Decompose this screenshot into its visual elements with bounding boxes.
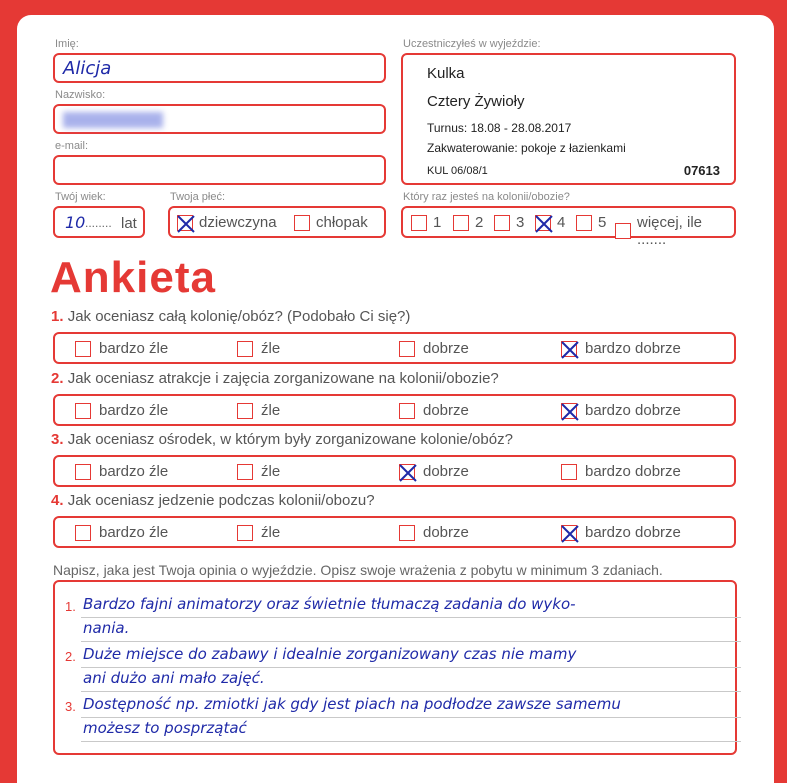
opinion-number: 3. [65,699,76,714]
rating-option[interactable] [399,340,469,357]
question-label: Jak oceniasz ośrodek, w którym były zorganizowane kolonie/obóz? [67,431,513,448]
question-2-options [53,394,736,426]
rating-label: bardzo dobrze [585,524,681,541]
question-label: Jak oceniasz atrakcje i zajęcia zorganizowane na kolonii/obozie? [67,370,499,387]
question-number: 3. [51,431,64,448]
age-unit: lat [121,215,137,232]
question-number: 2. [51,370,64,387]
rating-option[interactable] [561,340,681,357]
email-label: e-mail: [55,140,89,152]
rating-checkbox[interactable] [561,403,577,419]
question-number: 1. [51,308,64,325]
trip-subtitle: Cztery Żywioły [427,93,525,110]
rating-option[interactable] [75,340,168,357]
rating-checkbox[interactable] [75,403,91,419]
question-1-text [51,308,410,325]
opinion-prompt: Napisz, jaka jest Twoja opinia o wyjeździe. Opisz swoje wrażenia z pobytu w minimum 3 zdaniach. [53,562,663,578]
opinion-text-line: Bardzo fajni animatorzy oraz świetnie tłumaczą zadania do wyko- [83,595,576,613]
rating-label: źle [261,463,281,480]
rating-label: dobrze [423,402,469,419]
gender-label-girl: dziewczyna [199,214,277,231]
trip-accommodation: Zakwaterowanie: pokoje z łazienkami [427,141,626,155]
trip-turnus: Turnus: 18.08 - 28.08.2017 [427,121,572,135]
rating-option[interactable] [561,402,681,419]
rating-label: dobrze [423,524,469,541]
question-label: Jak oceniasz całą kolonię/obóz? (Podobało Ci się?) [67,308,411,325]
rating-label: bardzo źle [99,402,169,419]
survey-sheet [17,15,774,783]
rating-label: bardzo źle [99,524,169,541]
times-option-2[interactable]: 2 [453,214,483,231]
rating-option[interactable] [237,463,280,480]
rating-checkbox[interactable] [399,341,415,357]
rating-checkbox[interactable] [399,525,415,541]
ruled-line [81,717,741,718]
question-4-options [53,516,736,548]
rating-label: dobrze [423,463,469,480]
rating-checkbox[interactable] [561,464,577,480]
rating-option[interactable] [399,402,469,419]
survey-title: Ankieta [50,253,216,302]
check-x-icon [534,214,554,234]
rating-option[interactable] [561,524,681,541]
name-value: Alicja [63,58,112,79]
rating-label: bardzo dobrze [585,402,681,419]
check-x-icon [560,524,580,544]
rating-option[interactable] [399,524,469,541]
gender-checkbox-girl[interactable] [177,215,193,231]
question-1-options [53,332,736,364]
rating-option[interactable] [237,340,280,357]
ruled-line [81,641,741,642]
opinion-number: 1. [65,599,76,614]
trip-label: Uczestniczyłeś w wyjeździe: [403,38,541,50]
rating-option[interactable] [75,463,168,480]
check-x-icon [560,340,580,360]
question-2-text [51,370,499,387]
rating-label: źle [261,340,281,357]
surname-field[interactable] [53,104,386,134]
rating-option[interactable] [399,463,469,480]
age-field[interactable] [53,206,145,238]
rating-checkbox[interactable] [75,341,91,357]
rating-checkbox[interactable] [399,464,415,480]
question-number: 4. [51,492,64,509]
rating-label: bardzo dobrze [585,340,681,357]
rating-option[interactable] [237,524,280,541]
gender-checkbox-boy[interactable] [294,215,310,231]
check-x-icon [176,214,196,234]
age-dots: ........ [85,216,112,230]
opinion-text-line: Duże miejsce do zabawy i idealnie zorganizowany czas nie mamy [83,645,577,663]
times-option-5[interactable]: 5 [576,214,606,231]
rating-label: dobrze [423,340,469,357]
times-option-4[interactable]: 4 [535,214,565,231]
ruled-line [81,617,741,618]
opinion-text-line: nania. [83,619,130,637]
gender-option-girl[interactable] [177,214,277,231]
rating-checkbox[interactable] [237,464,253,480]
rating-checkbox[interactable] [561,525,577,541]
rating-checkbox[interactable] [75,525,91,541]
ruled-line [81,667,741,668]
rating-option[interactable] [237,402,280,419]
question-3-text [51,431,513,448]
rating-checkbox[interactable] [237,341,253,357]
trip-name: Kulka [427,65,465,82]
rating-label: bardzo dobrze [585,463,681,480]
age-label: Twój wiek: [55,191,106,203]
rating-checkbox[interactable] [237,403,253,419]
check-x-icon [398,463,418,483]
times-option-1[interactable]: 1 [411,214,441,231]
gender-label: Twoja płeć: [170,191,226,203]
opinion-text-line: możesz to posprzątać [83,719,247,737]
opinion-text-line: Dostępność np. zmiotki jak gdy jest piach na podłodze zawsze samemu [83,695,621,713]
rating-checkbox[interactable] [399,403,415,419]
rating-checkbox[interactable] [75,464,91,480]
rating-label: bardzo źle [99,340,169,357]
times-option-more[interactable]: więcej, ile ....... [615,214,734,248]
rating-option[interactable] [75,402,168,419]
check-x-icon [560,402,580,422]
times-label: Który raz jesteś na kolonii/obozie? [403,191,570,203]
question-label: Jak oceniasz jedzenie podczas kolonii/obozu? [67,492,375,509]
question-3-options [53,455,736,487]
rating-option[interactable] [561,463,681,480]
opinion-number: 2. [65,649,76,664]
ruled-line [81,691,741,692]
times-option-3[interactable]: 3 [494,214,524,231]
rating-option[interactable] [75,524,168,541]
rating-label: źle [261,402,281,419]
gender-option-boy[interactable] [294,214,368,231]
question-4-text [51,492,375,509]
rating-checkbox[interactable] [561,341,577,357]
gender-label-boy: chłopak [316,214,368,231]
opinion-text-line: ani dużo ani mało zajęć. [83,669,265,687]
name-label: Imię: [55,38,79,50]
trip-box [401,53,736,185]
times-field [401,206,736,248]
gender-field [168,206,386,238]
email-field[interactable] [53,155,386,185]
surname-redacted [63,112,163,128]
rating-label: bardzo źle [99,463,169,480]
ruled-line [81,741,741,742]
rating-checkbox[interactable] [237,525,253,541]
name-field[interactable] [53,53,386,83]
rating-label: źle [261,524,281,541]
age-value: 10 [65,213,86,232]
trip-code: KUL 06/08/1 [427,165,488,177]
surname-label: Nazwisko: [55,89,106,101]
trip-number: 07613 [683,163,720,178]
